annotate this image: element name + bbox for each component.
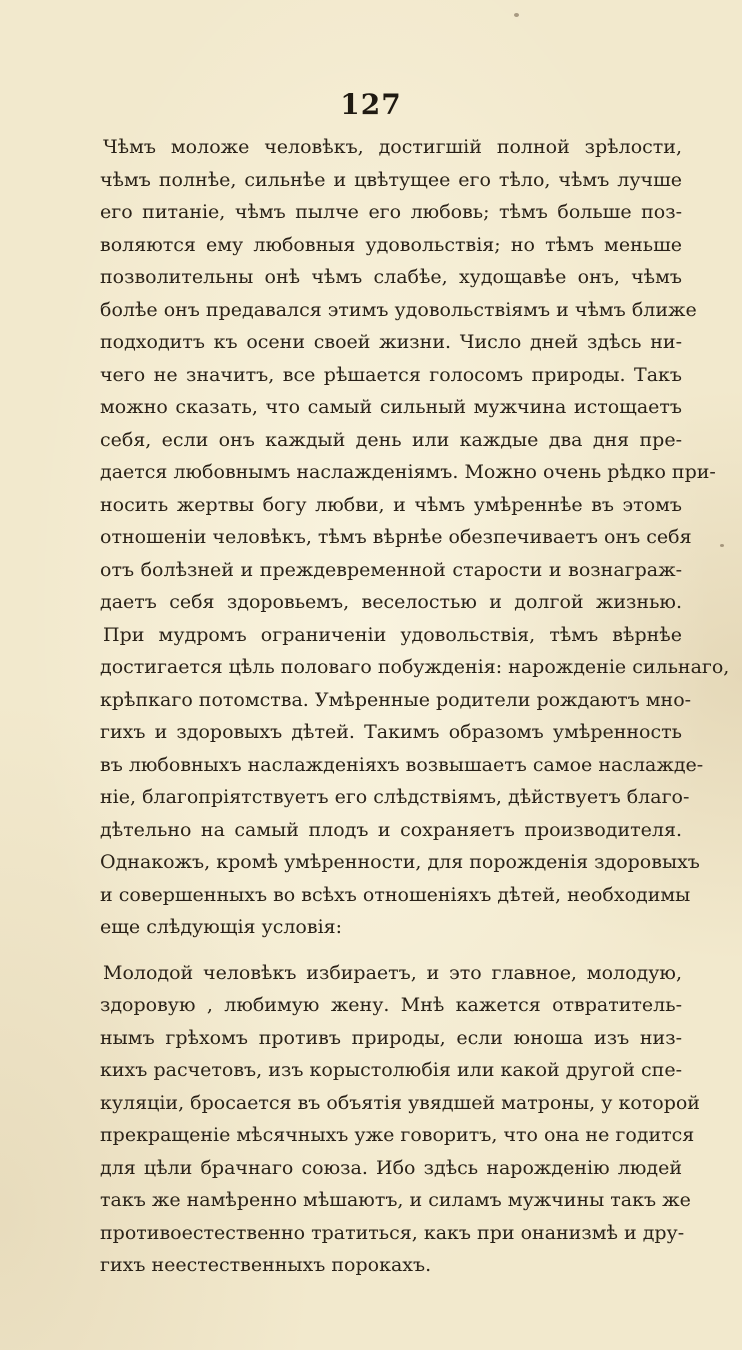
text-line: ніе, благопріятствуетъ его слѣдствіямъ, дѣйствуетъ благо- [100,786,690,808]
text-line: даетъ себя здоровьемъ, веселостью и долгой жизнью. [100,591,682,613]
text-line: можно сказать, что самый сильный мужчина истощаетъ [100,396,682,418]
text-line: носить жертвы богу любви, и чѣмъ умѣреннѣе въ этомъ [100,493,682,516]
text-line: подходитъ къ осени своей жизни. Число дней здѣсь ни- [100,331,682,353]
text-line: и совершенныхъ во всѣхъ отношеніяхъ дѣтей, необходимы [100,883,691,906]
text-line: гихъ неестественныхъ порокахъ. [100,1254,432,1276]
body-text [100,131,730,1282]
paper-speck [720,544,724,547]
text-line: его питаніе, чѣмъ пылче его любовь; тѣмъ больше поз- [100,201,682,223]
text-line: себя, если онъ каждый день или каждые два дня пре- [100,428,682,451]
text-line: нымъ грѣхомъ противъ природы, если юноша изъ низ- [100,1026,682,1049]
text-line: для цѣли брачнаго союза. Ибо здѣсь нарожденію людей [100,1156,682,1179]
text-line: болѣе онъ предавался этимъ удовольствіямъ и чѣмъ ближе [100,298,697,321]
text-line: чѣмъ полнѣе, сильнѣе и цвѣтущее его тѣло, чѣмъ лучше [100,168,682,191]
text-line: воляются ему любовныя удовольствія; но тѣмъ меньше [100,233,682,256]
text-line: дѣтельно на самый плодъ и сохраняетъ производителя. [100,818,682,841]
text-line: чего не значитъ, все рѣшается голосомъ природы. Такъ [100,363,682,386]
text-line: прекращеніе мѣсячныхъ уже говоритъ, что она не годится [100,1124,695,1146]
text-line: Однакожъ, кромѣ умѣренности, для порожденія здоровыхъ [100,851,700,873]
text-line: Молодой человѣкъ избираетъ, и это главное, молодую, [103,961,682,984]
text-line: дается любовнымъ наслажденіямъ. Можно очень рѣдко при- [100,461,716,483]
text-line: здоровую , любимую жену. Мнѣ кажется отвратитель- [100,994,682,1016]
page-number: 127 [340,88,402,121]
text-line: отношеніи человѣкъ, тѣмъ вѣрнѣе обезпечиваетъ онъ себя [100,526,692,548]
text-line: отъ болѣзней и преждевременной старости и вознаграж- [100,558,682,581]
text-line: противоестественно тратиться, какъ при онанизмѣ и дру- [100,1221,685,1244]
text-line: кихъ расчетовъ, изъ корыстолюбія или какой другой спе- [100,1059,682,1081]
text-line: При мудромъ ограниченіи удовольствія, тѣмъ вѣрнѣе [103,623,682,646]
text-line: гихъ и здоровыхъ дѣтей. Такимъ образомъ умѣренность [100,721,682,743]
text-line: крѣпкаго потомства. Умѣренные родители рождаютъ мно- [100,688,692,711]
text-line: въ любовныхъ наслажденіяхъ возвышаетъ самое наслажде- [100,753,704,776]
text-line: еще слѣдующія условія: [100,916,343,938]
paragraph-gap [100,944,682,957]
text-line: такъ же намѣренно мѣшаютъ, и силамъ мужчины такъ же [100,1189,691,1211]
text-line: куляціи, бросается въ объятія увядшей матроны, у которой [100,1091,700,1114]
text-line: Чѣмъ моложе человѣкъ, достигшій полной зрѣлости, [103,136,682,158]
text-line: позволительны онѣ чѣмъ слабѣе, худощавѣе онъ, чѣмъ [100,266,682,288]
paper-speck [514,13,519,17]
text-line: достигается цѣль половаго побужденія: нарожденіе сильнаго, [100,656,730,678]
